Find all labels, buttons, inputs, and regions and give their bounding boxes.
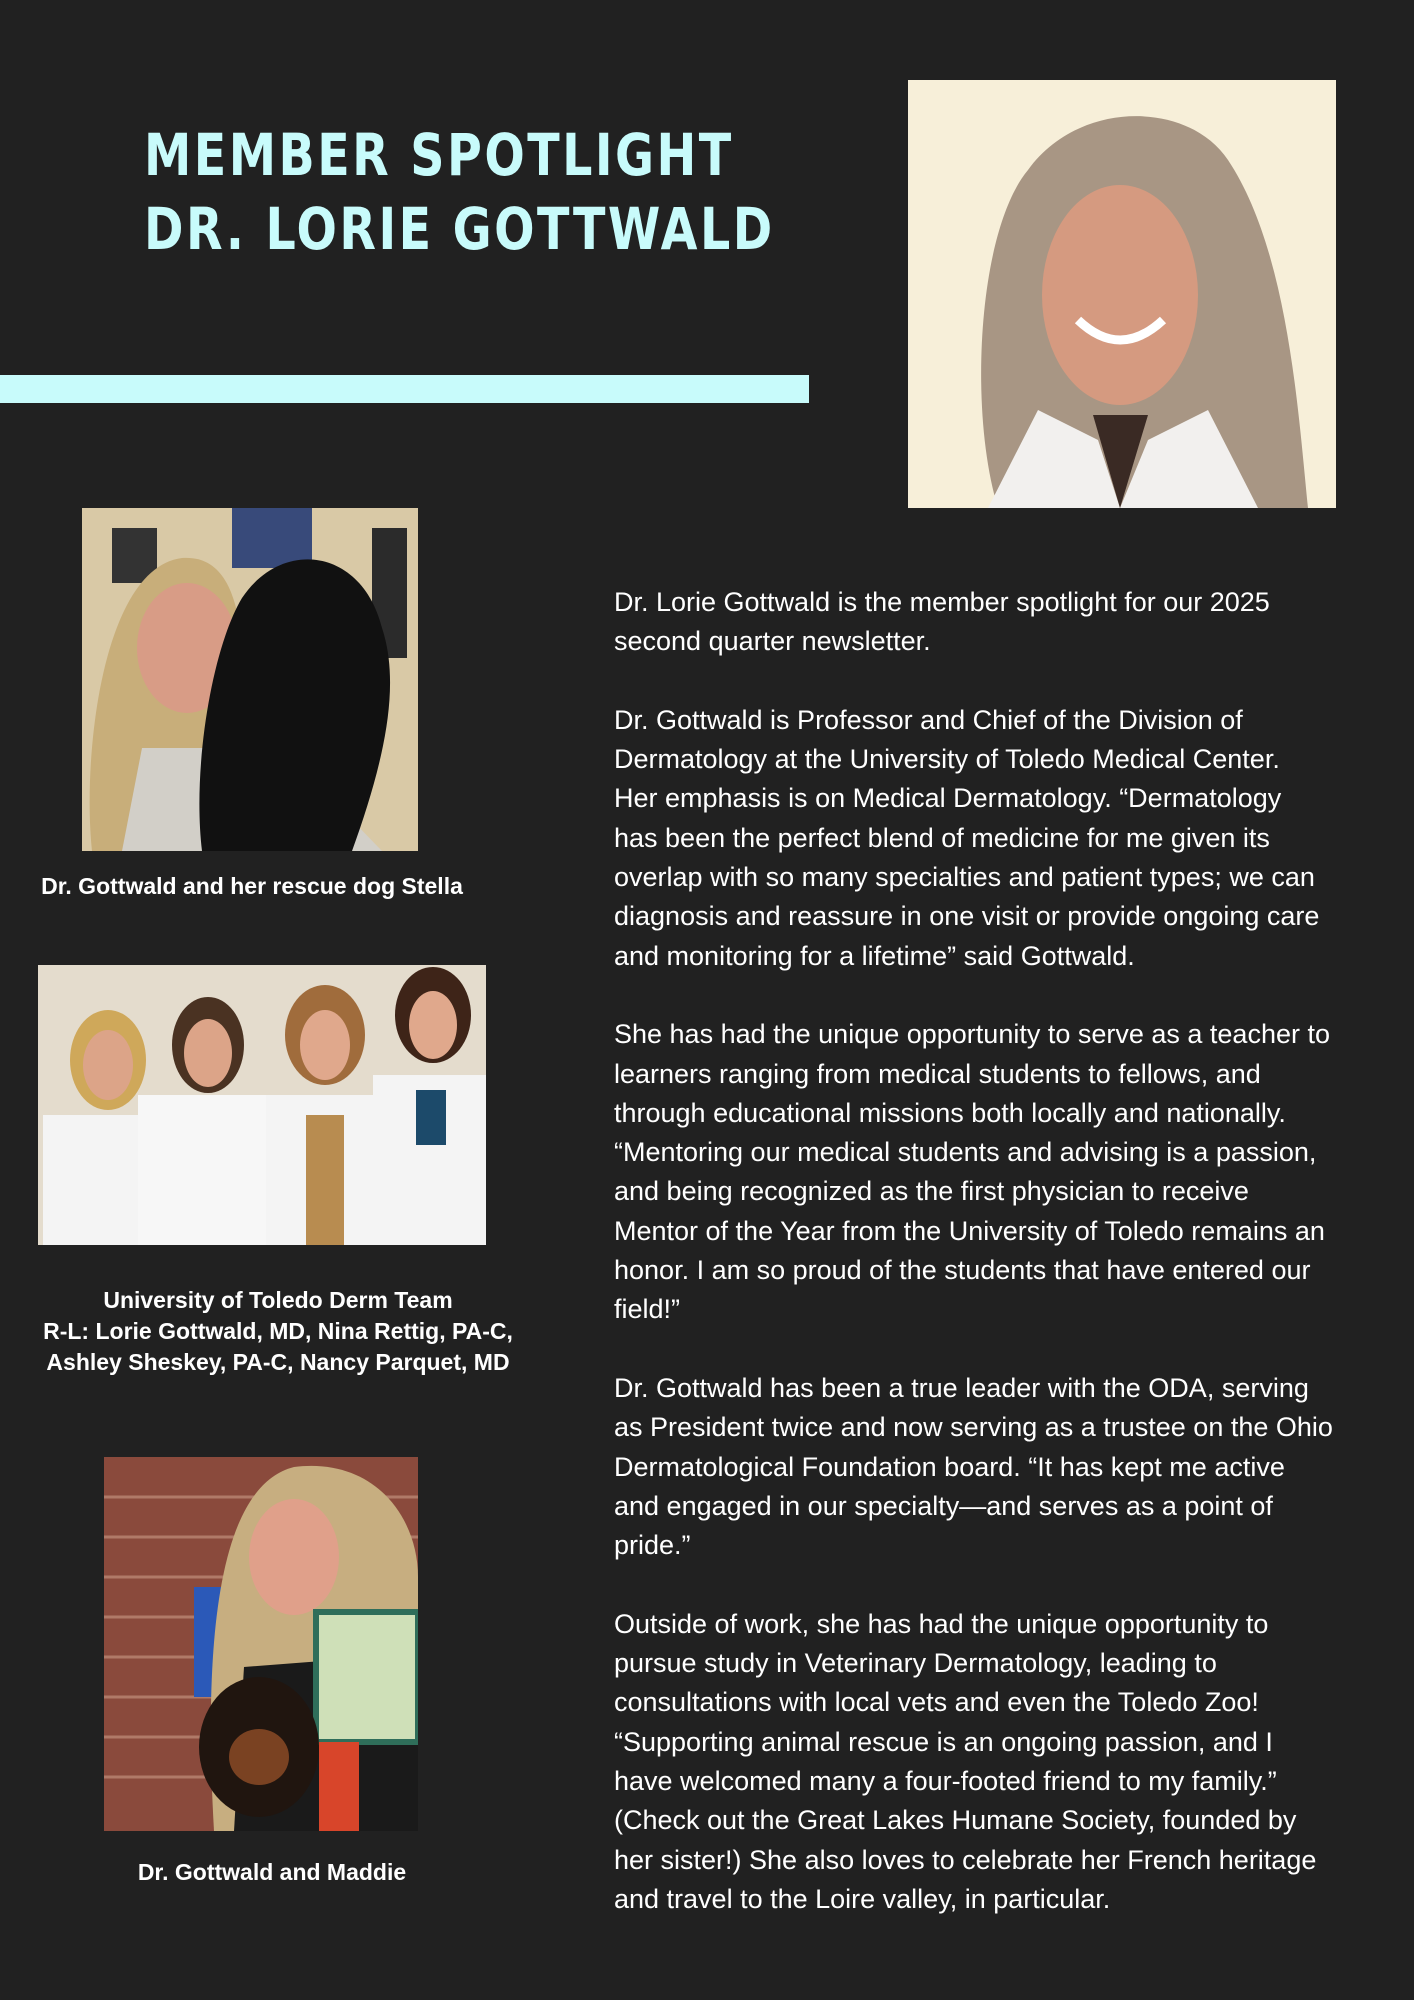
caption-team-line-2: R-L: Lorie Gottwald, MD, Nina Rettig, PA-C,: [43, 1318, 513, 1344]
article-line: through educational missions both locally and nationally.: [614, 1097, 1286, 1128]
page-title: [144, 118, 775, 266]
caption-stella: [0, 871, 504, 902]
article-line: learners ranging from medical students to fellows, and: [614, 1058, 1261, 1089]
article-line: Dr. Lorie Gottwald is the member spotlight for our 2025: [614, 587, 1270, 617]
photo-with-dog-stella: [82, 508, 418, 851]
article-paragraph: [614, 701, 1404, 976]
article-line: (Check out the Great Lakes Humane Society, founded by: [614, 1805, 1297, 1836]
article-body: [614, 583, 1404, 1958]
caption-team-line-3: Ashley Sheskey, PA-C, Nancy Parquet, MD: [46, 1349, 510, 1375]
portrait-photo: [908, 80, 1336, 508]
article-paragraph: [614, 583, 1404, 662]
article-line: pride.”: [614, 1530, 691, 1561]
caption-stella-text: Dr. Gottwald and her rescue dog Stella: [41, 873, 463, 899]
article-line: and monitoring for a lifetime” said Gottwald.: [614, 940, 1135, 971]
article-line: has been the perfect blend of medicine for me given its: [614, 822, 1270, 853]
title-line-2: DR. LORIE GOTTWALD: [144, 195, 775, 263]
article-line: pursue study in Veterinary Dermatology, leading to: [614, 1648, 1217, 1679]
article-line: and engaged in our specialty—and serves as a point of: [614, 1490, 1273, 1521]
article-line: consultations with local vets and even the Toledo Zoo!: [614, 1687, 1259, 1718]
article-line: Dermatological Foundation board. “It has kept me active: [614, 1451, 1285, 1482]
article-paragraph: [614, 1369, 1404, 1565]
article-line: Outside of work, she has had the unique opportunity to: [614, 1608, 1269, 1639]
article-line: Mentor of the Year from the University of Toledo remains an: [614, 1215, 1325, 1246]
article-line: overlap with so many specialties and patient types; we can: [614, 862, 1315, 893]
article-line: “Mentoring our medical students and advising is a passion,: [614, 1137, 1317, 1168]
article-line: field!”: [614, 1294, 681, 1325]
article-line: second quarter newsletter.: [614, 626, 931, 657]
article-paragraph: [614, 1015, 1404, 1329]
caption-team: [0, 1285, 556, 1378]
article-paragraph: [614, 1605, 1404, 1919]
article-line: honor. I am so proud of the students that have entered our: [614, 1255, 1311, 1286]
team-photo: [38, 965, 486, 1245]
article-line: have welcomed many a four-footed friend to my family.”: [614, 1765, 1277, 1796]
article-line: Dr. Gottwald has been a true leader with the ODA, serving: [614, 1372, 1309, 1403]
accent-divider: [0, 375, 809, 403]
photo-with-dog-maddie: [104, 1457, 418, 1831]
article-line: and being recognized as the first physician to receive: [614, 1176, 1249, 1207]
caption-team-line-1: University of Toledo Derm Team: [103, 1287, 453, 1313]
article-line: She has had the unique opportunity to serve as a teacher to: [614, 1019, 1330, 1050]
article-line: Dermatology at the University of Toledo Medical Center.: [614, 744, 1280, 775]
article-line: diagnosis and reassure in one visit or provide ongoing care: [614, 901, 1320, 932]
article-line: “Supporting animal rescue is an ongoing passion, and I: [614, 1726, 1273, 1757]
article-line: her sister!) She also loves to celebrate her French heritage: [614, 1844, 1317, 1875]
caption-maddie: [0, 1857, 544, 1888]
article-line: Dr. Gottwald is Professor and Chief of the Division of: [614, 704, 1243, 735]
caption-maddie-text: Dr. Gottwald and Maddie: [137, 1859, 407, 1885]
title-line-1: MEMBER SPOTLIGHT: [144, 121, 734, 189]
article-line: and travel to the Loire valley, in particular.: [614, 1883, 1111, 1914]
article-line: Her emphasis is on Medical Dermatology. “Dermatology: [614, 783, 1282, 814]
article-line: as President twice and now serving as a trustee on the Ohio: [614, 1412, 1333, 1443]
